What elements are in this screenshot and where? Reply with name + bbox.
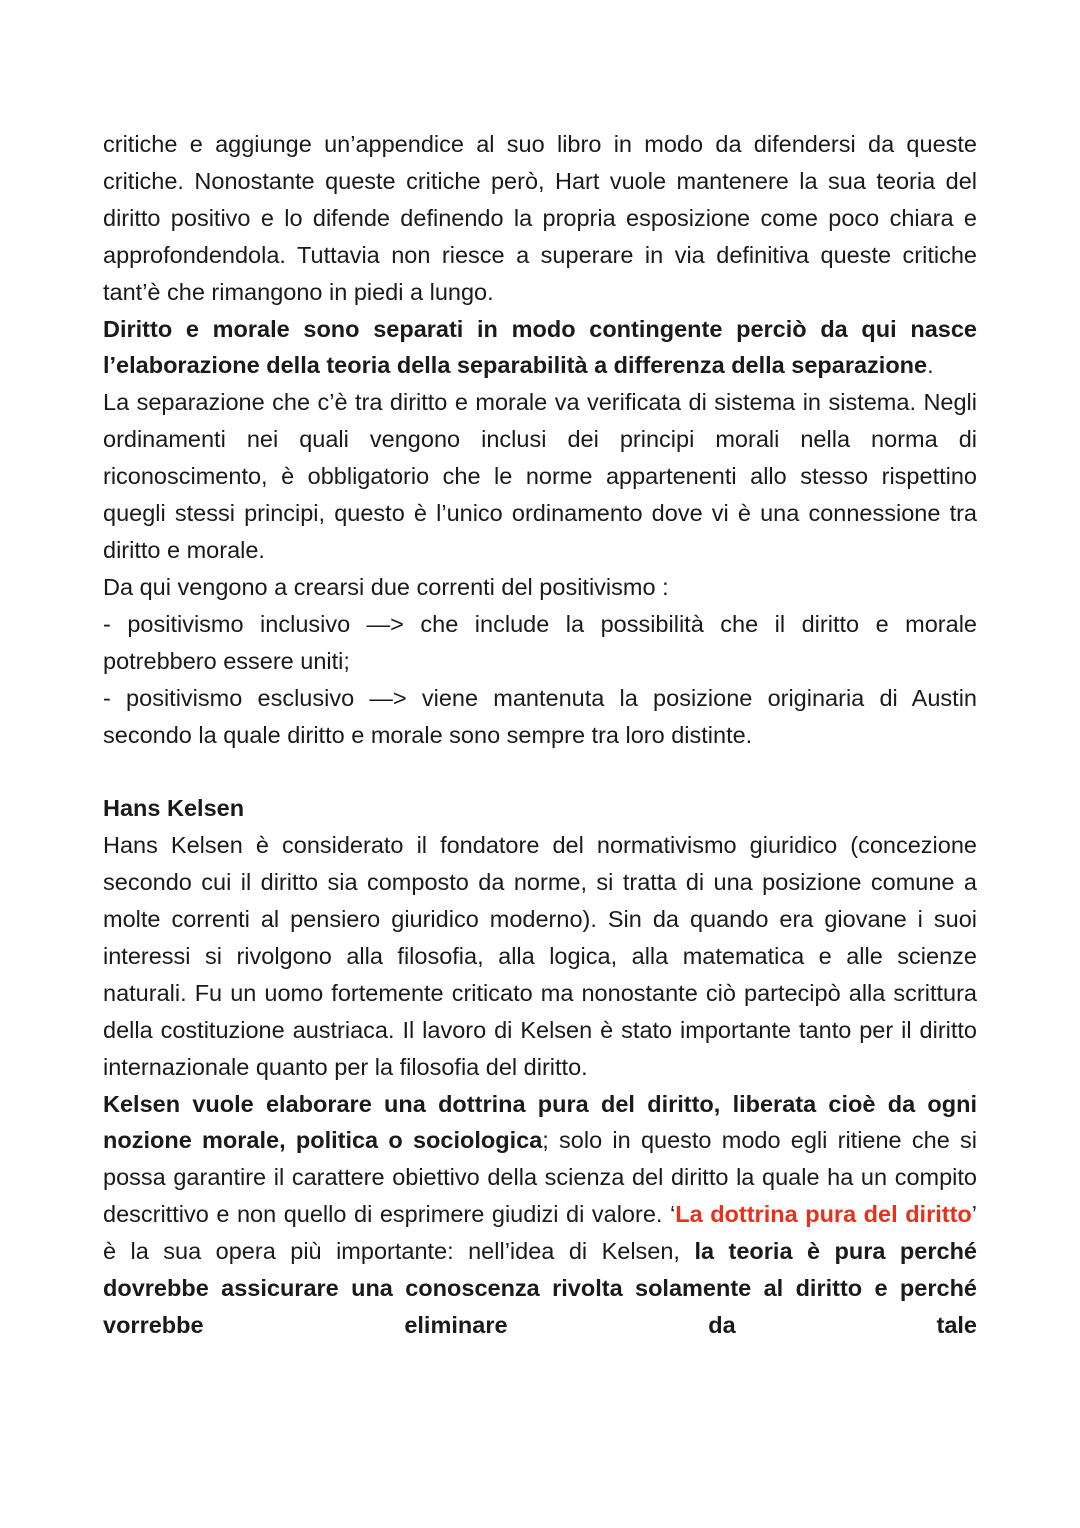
paragraph-text: critiche e aggiunge un’appendice al suo libro in modo da difendersi da queste critiche. Nonostante queste critiche però, Hart vuole mantenere la sua teoria del diritto positivo e lo difende definendo la propria esposizione come poco chiara e approfondendola. Tuttavia non riesce a superare in via definitiva queste critiche tant’è che rimangono in piedi a lungo. <box>103 131 977 305</box>
list-item-text: - positivismo esclusivo —> viene mantenuta la posizione originaria di Austin secondo la quale diritto e morale sono sempre tra loro distinte. <box>103 684 977 748</box>
bold-statement: la teoria è pura perché dovrebbe assicurare una conoscenza rivolta solamente al diritto e perché vorrebbe eliminare da tale <box>103 1238 977 1338</box>
list-item-exclusive <box>103 680 977 754</box>
paragraph-tail: . <box>927 352 934 379</box>
list-item-text: - positivismo inclusivo —> che include la possibilità che il diritto e morale potrebbero essere uniti; <box>103 610 977 674</box>
bold-statement: Kelsen vuole elaborare una dottrina pura del diritto, liberata cioè da ogni nozione morale, politica o sociologica <box>103 1090 977 1154</box>
quote-open: ‘ <box>669 1201 676 1228</box>
list-item-inclusive <box>103 606 977 680</box>
paragraph-text: La separazione che c’è tra diritto e morale va verificata di sistema in sistema. Negli ordinamenti nei quali vengono inclusi dei principi morali nella norma di riconoscimento, è obbligatorio che le norme appartenenti allo stesso rispettino quegli stessi principi, questo è l’unico ordinamento dove vi è una connessione tra diritto e morale. <box>103 389 977 563</box>
bold-statement: Diritto e morale sono separati in modo contingente perciò da qui nasce l’elaborazione della teoria della separabilità a differenza della separazione <box>103 315 977 379</box>
paragraph-separability <box>103 311 977 385</box>
paragraph-pure-doctrine <box>103 1086 977 1344</box>
paragraph-kelsen-bio <box>103 827 977 1085</box>
paragraph-separation-systems <box>103 384 977 569</box>
paragraph-spacer <box>103 753 977 790</box>
paragraph-text: ’ è la sua opera più importante: nell’idea di Kelsen, <box>103 1201 977 1265</box>
paragraph-hart-critics <box>103 126 977 311</box>
document-page <box>103 126 977 1344</box>
paragraph-text: ; solo in questo modo egli ritiene che si possa garantire il carattere obiettivo della scienza del diritto la quale ha un compito descrittivo e non quello di esprimere giudizi di valore. <box>103 1127 977 1228</box>
paragraph-text: Hans Kelsen è considerato il fondatore del normativismo giuridico (concezione secondo cui il diritto sia composto da norme, si tratta di una posizione comune a molte correnti al pensiero giuridico moderno). Sin da quando era giovane i suoi interessi si rivolgono alla filosofia, alla logica, alla matematica e alle scienze naturali. Fu un uomo fortemente criticato ma nonostante ciò partecipò alla scrittura della costituzione austriaca. Il lavoro di Kelsen è stato importante tanto per il diritto internazionale quanto per la filosofia del diritto. <box>103 832 977 1080</box>
work-title: La dottrina pura del diritto <box>675 1201 972 1228</box>
paragraph-two-currents <box>103 569 977 606</box>
section-heading: Hans Kelsen <box>103 795 245 822</box>
paragraph-text: Da qui vengono a crearsi due correnti del positivismo : <box>103 573 669 600</box>
